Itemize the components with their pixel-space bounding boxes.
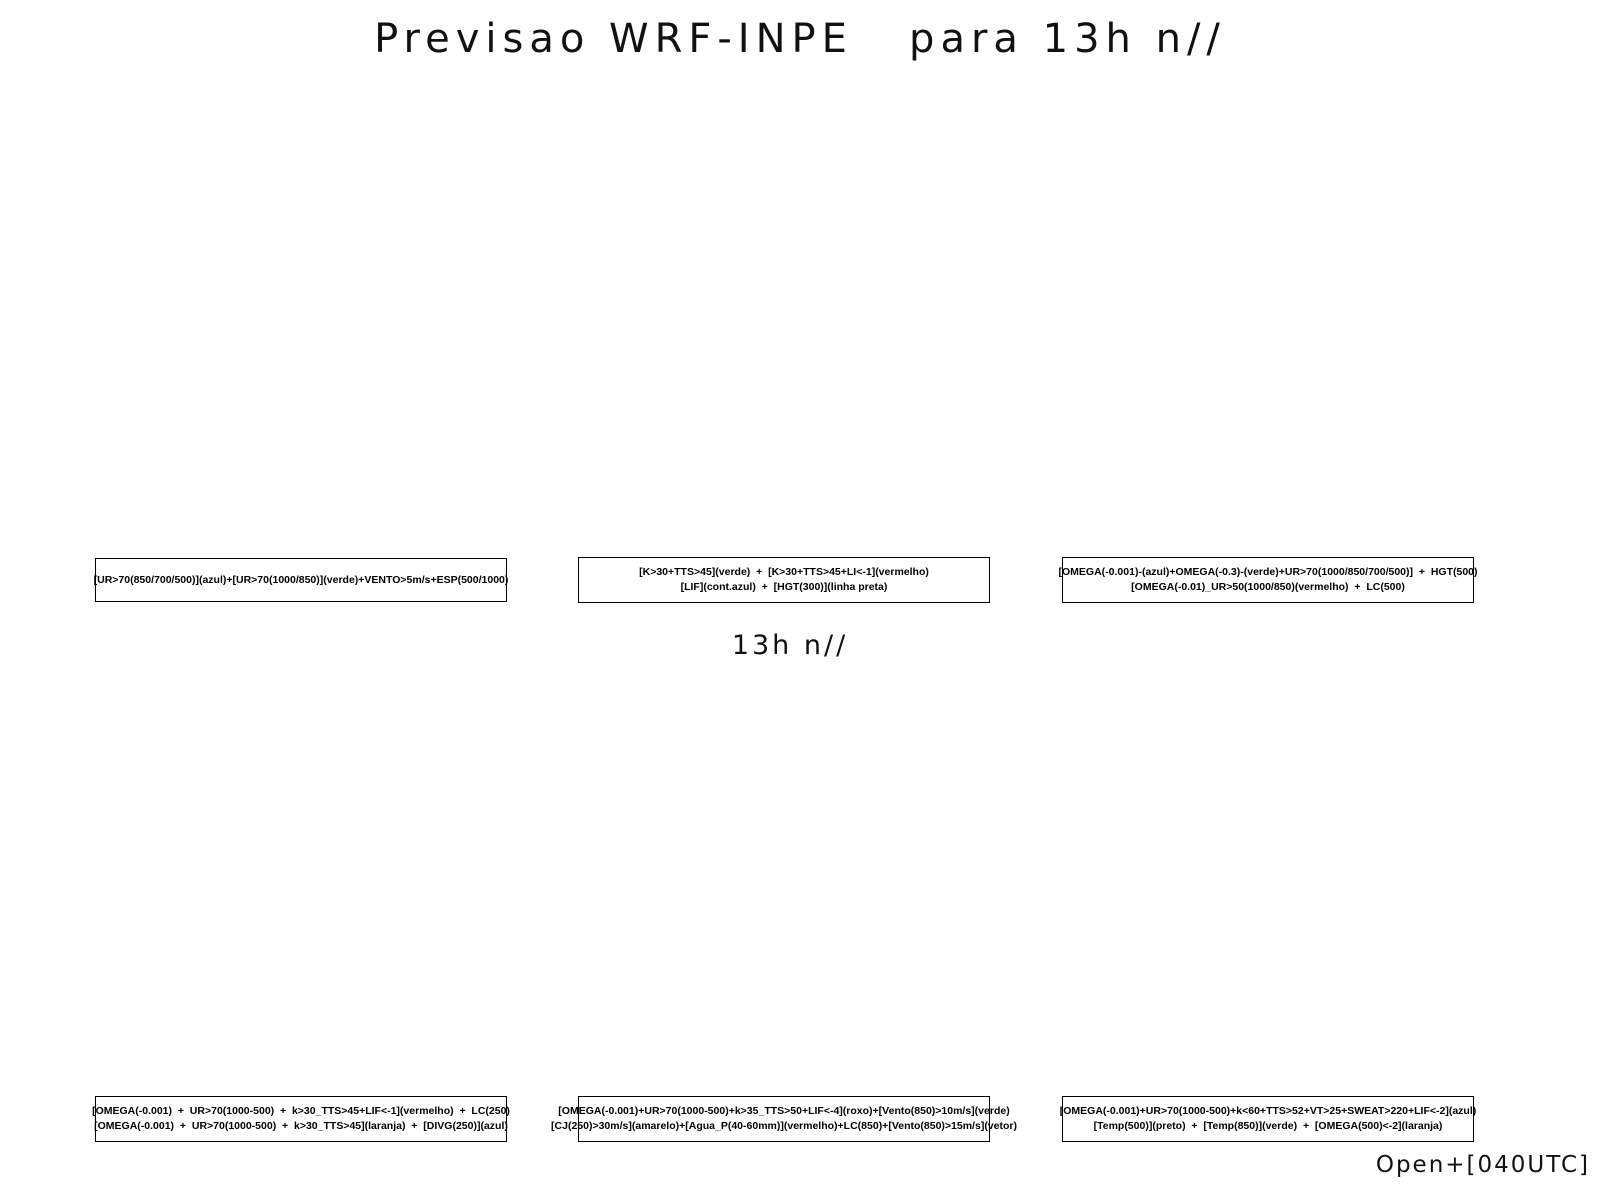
caption-line: [OMEGA(-0.001) + UR>70(1000-500) + k>30_TTS>45+LIF<-1](vermelho) + LC(250) xyxy=(92,1105,510,1117)
caption-line: [OMEGA(-0.001) + UR>70(1000-500) + k>30_TTS>45](laranja) + [DIVG(250)](azul) xyxy=(94,1120,508,1132)
panel-top-middle-map xyxy=(578,110,990,550)
panel-bottom-middle-map xyxy=(578,680,990,1090)
caption-line: [OMEGA(-0.001)-(azul)+OMEGA(-0.3)-(verde)+UR>70(1000/850/700/500)] + HGT(500) xyxy=(1058,566,1478,578)
panel-top-right-map xyxy=(1062,110,1474,550)
page-title: Previsao WRF-INPE para 13h n// xyxy=(374,16,1226,62)
caption-line: [K>30+TTS>45](verde) + [K>30+TTS>45+LI<-1](vermelho) xyxy=(639,566,929,578)
caption-line: [Temp(500)](preto) + [Temp(850)](verde) + [OMEGA(500)<-2](laranja) xyxy=(1093,1120,1443,1132)
caption-bottom-right xyxy=(1059,1096,1477,1142)
panel-bottom-left-map xyxy=(95,680,507,1090)
caption-top-left xyxy=(95,558,507,602)
caption-bottom-middle xyxy=(551,1096,1017,1142)
caption-bottom-left xyxy=(92,1096,510,1142)
corner-stamp: Open+[040UTC] xyxy=(1375,1152,1590,1178)
caption-top-right xyxy=(1058,557,1478,603)
caption-line: [UR>70(850/700/500)](azul)+[UR>70(1000/850)](verde)+VENTO>5m/s+ESP(500/1000) xyxy=(93,573,509,586)
caption-line: [OMEGA(-0.001)+UR>70(1000-500)+k<60+TTS>52+VT>25+SWEAT>220+LIF<-2](azul) xyxy=(1059,1105,1477,1117)
panel-bottom-right-map xyxy=(1062,680,1474,1090)
caption-line: [OMEGA(-0.001)+UR>70(1000-500)+k>35_TTS>50+LIF<-4](roxo)+[Vento(850)>10m/s](verde) xyxy=(558,1105,1010,1117)
mid-subtitle: 13h n// xyxy=(731,630,849,661)
panel-top-left-map xyxy=(95,110,507,550)
caption-line: [CJ(250)>30m/s](amarelo)+[Agua_P(40-60mm)](vermelho)+LC(850)+[Vento(850)>15m/s](vetor) xyxy=(551,1120,1017,1132)
caption-top-middle xyxy=(578,557,990,603)
caption-line: [LIF](cont.azul) + [HGT(300)](linha preta) xyxy=(680,581,888,593)
caption-line: [OMEGA(-0.01)_UR>50(1000/850)(vermelho) + LC(500) xyxy=(1131,581,1405,593)
